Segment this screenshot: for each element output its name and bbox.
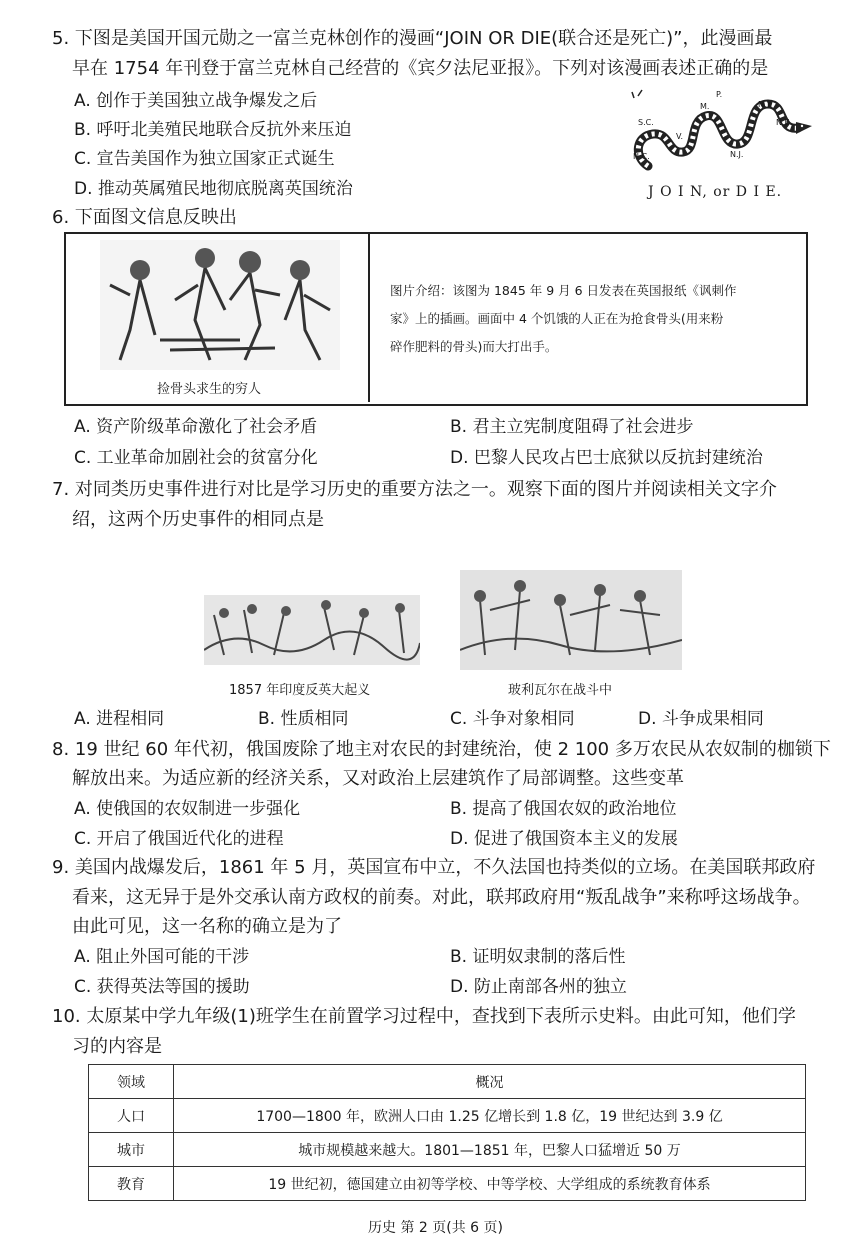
q6-option-c: C. 工业革命加剧社会的贫富分化 <box>74 448 318 468</box>
q6-intro-line2: 家》上的插画。画面中 4 个饥饿的人正在为抢食骨头(用来粉 <box>390 311 724 326</box>
q7-caption-right: 玻利瓦尔在战斗中 <box>508 683 613 698</box>
q6-intro-line1: 图片介绍：该图为 1845 年 9 月 6 日发表在英国报纸《讽刺作 <box>390 283 737 298</box>
q8-option-c: C. 开启了俄国近代化的进程 <box>74 829 284 849</box>
q10-stem-line1: 10. 太原某中学九年级(1)班学生在前置学习过程中，查找到下表所示史料。由此可知，他们学 <box>52 1006 796 1027</box>
q10-data-table <box>88 1064 806 1201</box>
q8-option-a: A. 使俄国的农奴制进一步强化 <box>74 799 301 819</box>
q6-option-a: A. 资产阶级革命激化了社会矛盾 <box>74 417 318 437</box>
table-cell-domain: 教育 <box>89 1167 174 1201</box>
q10-stem-line2: 习的内容是 <box>72 1036 162 1057</box>
q9-stem-line3: 由此可见，这一名称的确立是为了 <box>72 916 342 937</box>
snake-label-p: P. <box>716 90 723 99</box>
q9-stem-line2: 看来，这无异于是外交承认南方政权的前奏。对此，联邦政府用“叛乱战争”来称呼这场战争。 <box>72 887 811 908</box>
snake-label-ne: N.E. <box>776 118 793 127</box>
q5-option-c: C. 宣告美国作为独立国家正式诞生 <box>74 149 335 169</box>
snake-label-v: V. <box>676 132 683 141</box>
q7-stem-line1: 7. 对同类历史事件进行对比是学习历史的重要方法之一。观察下面的图片并阅读相关文字介 <box>52 479 777 500</box>
table-cell-domain: 人口 <box>89 1099 174 1133</box>
q9-option-c: C. 获得英法等国的援助 <box>74 977 250 997</box>
table-row <box>89 1167 806 1201</box>
q7-caption-left: 1857 年印度反英大起义 <box>229 683 371 698</box>
q6-image-caption: 捡骨头求生的穷人 <box>157 382 262 397</box>
q8-stem-line1: 8. 19 世纪 60 年代初，俄国废除了地主对农民的封建统治，使 2 100 多万农民从农奴制的枷锁下 <box>52 739 831 760</box>
table-header-row <box>89 1065 806 1099</box>
snake-label-nj: N.J. <box>730 150 744 159</box>
q5-stem-line2: 早在 1754 年刊登于富兰克林自己经营的《宾夕法尼亚报》。下列对该漫画表述正确的是 <box>72 58 769 79</box>
q7-option-d: D. 斗争成果相同 <box>638 709 764 729</box>
bolivar-battle-illustration <box>460 570 682 670</box>
indian-rebellion-illustration <box>204 595 420 665</box>
table-header-domain: 领域 <box>89 1065 174 1099</box>
q6-intro-line3: 碎作肥料的骨头)而大打出手。 <box>390 339 558 354</box>
snake-label-m: M. <box>700 102 710 111</box>
q8-option-d: D. 促进了俄国资本主义的发展 <box>450 829 678 849</box>
q9-option-d: D. 防止南部各州的独立 <box>450 977 627 997</box>
q6-option-d: D. 巴黎人民攻占巴士底狱以反抗封建统治 <box>450 448 763 468</box>
cartoon-caption: J O I N, or D I E. <box>648 184 783 200</box>
q7-stem-line2: 绍，这两个历史事件的相同点是 <box>72 509 324 530</box>
q9-stem-line1: 9. 美国内战爆发后，1861 年 5 月，英国宣布中立，不久法国也持类似的立场。在美国联邦政府 <box>52 857 816 878</box>
bone-fight-illustration <box>100 240 340 370</box>
table-row <box>89 1099 806 1133</box>
table-cell-overview: 城市规模越来越大。1801—1851 年，巴黎人口猛增近 50 万 <box>174 1133 806 1167</box>
q6-option-b: B. 君主立宪制度阻碍了社会进步 <box>450 417 694 437</box>
table-header-overview: 概况 <box>174 1065 806 1099</box>
table-cell-overview: 19 世纪初，德国建立由初等学校、中等学校、大学组成的系统教育体系 <box>174 1167 806 1201</box>
page-footer: 历史 第 2 页(共 6 页) <box>368 1220 503 1236</box>
q5-option-d: D. 推动英属殖民地彻底脱离英国统治 <box>74 179 353 199</box>
q8-option-b: B. 提高了俄国农奴的政治地位 <box>450 799 677 819</box>
q9-option-b: B. 证明奴隶制的落后性 <box>450 947 626 967</box>
snake-label-ny: N.Y. <box>758 100 773 109</box>
q5-option-a: A. 创作于美国独立战争爆发之后 <box>74 91 318 111</box>
snake-label-sc: S.C. <box>638 118 654 127</box>
q6-stem: 6. 下面图文信息反映出 <box>52 207 237 228</box>
q5-stem-line1: 5. 下图是美国开国元勋之一富兰克林创作的漫画“JOIN OR DIE(联合还是死亡)”，此漫画最 <box>52 28 773 49</box>
table-cell-domain: 城市 <box>89 1133 174 1167</box>
join-or-die-snake-cartoon <box>628 86 814 180</box>
q7-option-b: B. 性质相同 <box>258 709 349 729</box>
table-row <box>89 1133 806 1167</box>
table-cell-overview: 1700—1800 年，欧洲人口由 1.25 亿增长到 1.8 亿，19 世纪达到 3.9 亿 <box>174 1099 806 1133</box>
q7-option-a: A. 进程相同 <box>74 709 165 729</box>
snake-label-nc: N.C. <box>633 152 650 161</box>
q7-option-c: C. 斗争对象相同 <box>450 709 575 729</box>
q8-stem-line2: 解放出来。为适应新的经济关系，又对政治上层建筑作了局部调整。这些变革 <box>72 768 684 789</box>
q5-option-b: B. 呼吁北美殖民地联合反抗外来压迫 <box>74 120 352 140</box>
q9-option-a: A. 阻止外国可能的干涉 <box>74 947 250 967</box>
